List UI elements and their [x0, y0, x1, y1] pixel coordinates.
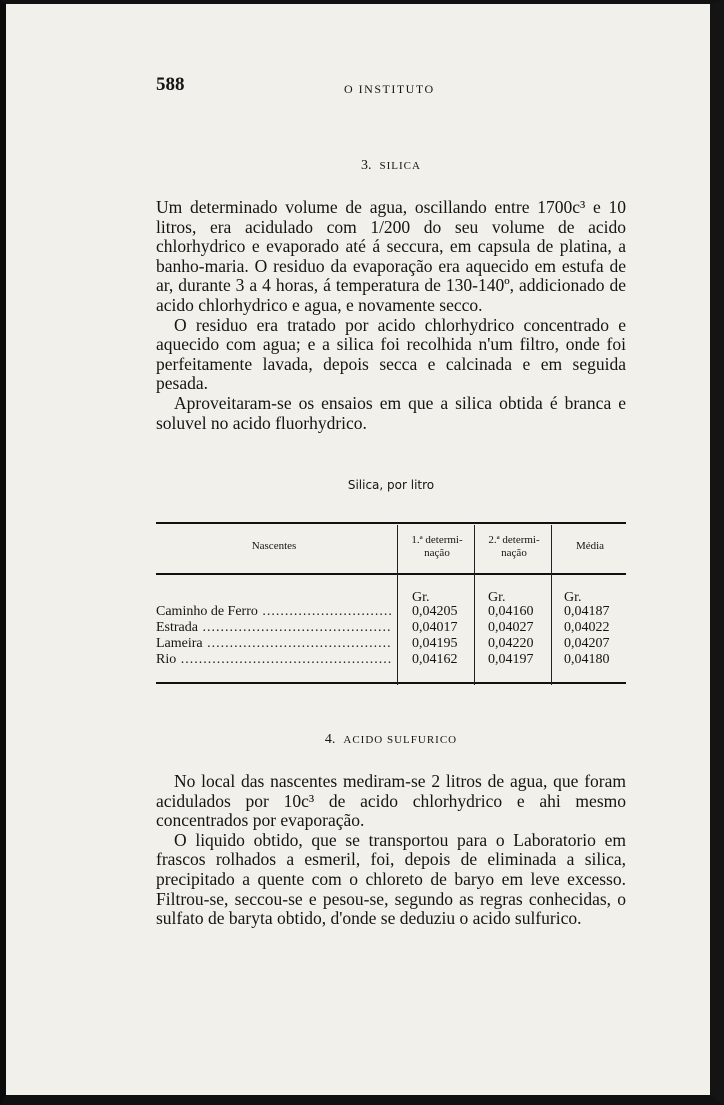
row-d2: 0,04160: [488, 604, 534, 619]
section-3-body: [156, 198, 626, 433]
section-3-heading: [156, 158, 626, 174]
row-media: 0,04187: [564, 604, 610, 619]
paragraph: No local das nascentes mediram-se 2 litros de agua, que foram acidulados por 10c³ de acido chlorhydrico e ahi mesmo concentrados por evaporação.: [156, 771, 626, 831]
section-3-title: SILICA: [379, 160, 421, 172]
row-media: 0,04180: [564, 652, 610, 667]
col-header-determinacao-2: 2.ª determi- nação: [488, 534, 540, 559]
row-location: Caminho de Ferro .....: [156, 604, 392, 620]
row-location: Lameira .....: [156, 636, 392, 652]
table-row: [156, 652, 626, 669]
unit-cell: Gr.: [488, 590, 506, 605]
row-d2: 0,04220: [488, 636, 534, 651]
running-head: [156, 74, 626, 104]
table-row: [156, 636, 626, 653]
row-media: 0,04022: [564, 620, 610, 635]
paragraph: Um determinado volume de agua, oscillando entre 1700c³ e 10 litros, era acidulado com 1/200 do seu volume de acido chlorhydrico e evaporado até á seccura, em capsula de platina, a banho-maria. O residuo da evaporação era aquecido em estufa de ar, durante 3 a 4 horas, á temperatura de 130-140º, addicionado de acido chlorhydrico e agua, e novamente secco.: [156, 197, 626, 315]
paragraph: O liquido obtido, que se transportou para o Laboratorio em frascos rolhados a esmeril, foi, depois de eliminada a silica, precipitado a quente com o chloreto de baryo em leve excesso. Filtrou-se, seccou-se e pesou-se, segundo as regras conhecidas, o sulfato de baryta obtido, d'onde se deduziu o acido sulfurico.: [156, 829, 626, 929]
section-4-body: [156, 772, 626, 929]
section-4-title: ACIDO SULFURICO: [343, 734, 458, 746]
unit-cell: Gr.: [564, 590, 582, 605]
col-header-nascentes: Nascentes: [251, 540, 297, 552]
paragraph: Aproveitaram-se os ensaios em que a silica obtida é branca e soluvel no acido fluorhydrico.: [156, 392, 626, 433]
row-location: Rio .....: [156, 652, 392, 668]
table-top-rule: [156, 522, 626, 524]
row-d2: 0,04027: [488, 620, 534, 635]
row-media: 0,04207: [564, 636, 610, 651]
col-header-determinacao-1: 1.ª determi- nação: [411, 534, 463, 559]
row-d2: 0,04197: [488, 652, 534, 667]
page-number: 588: [156, 74, 185, 95]
section-4-heading: [156, 732, 626, 748]
table-header-rule: [156, 573, 626, 575]
journal-title: O INSTITUTO: [344, 82, 435, 96]
table-bottom-rule: [156, 682, 626, 684]
unit-cell: Gr.: [412, 590, 430, 605]
table-caption: Silica, por litro: [347, 478, 435, 492]
row-location: Estrada .....: [156, 620, 392, 636]
row-d1: 0,04195: [412, 636, 458, 651]
section-3-number: 3.: [361, 158, 372, 173]
table-row: [156, 620, 626, 637]
row-d1: 0,04205: [412, 604, 458, 619]
section-4-number: 4.: [324, 732, 336, 747]
table-row: [156, 604, 626, 621]
row-d1: 0,04017: [412, 620, 458, 635]
col-header-media: Média: [575, 540, 605, 552]
silica-table: [156, 522, 626, 687]
row-d1: 0,04162: [412, 652, 458, 667]
paragraph: O residuo era tratado por acido chlorhydrico concentrado e aquecido com agua; e a silica foi recolhida n'um filtro, onde foi perfeitamente lavada, depois secca e calcinada e em seguida pesada.: [156, 314, 626, 394]
